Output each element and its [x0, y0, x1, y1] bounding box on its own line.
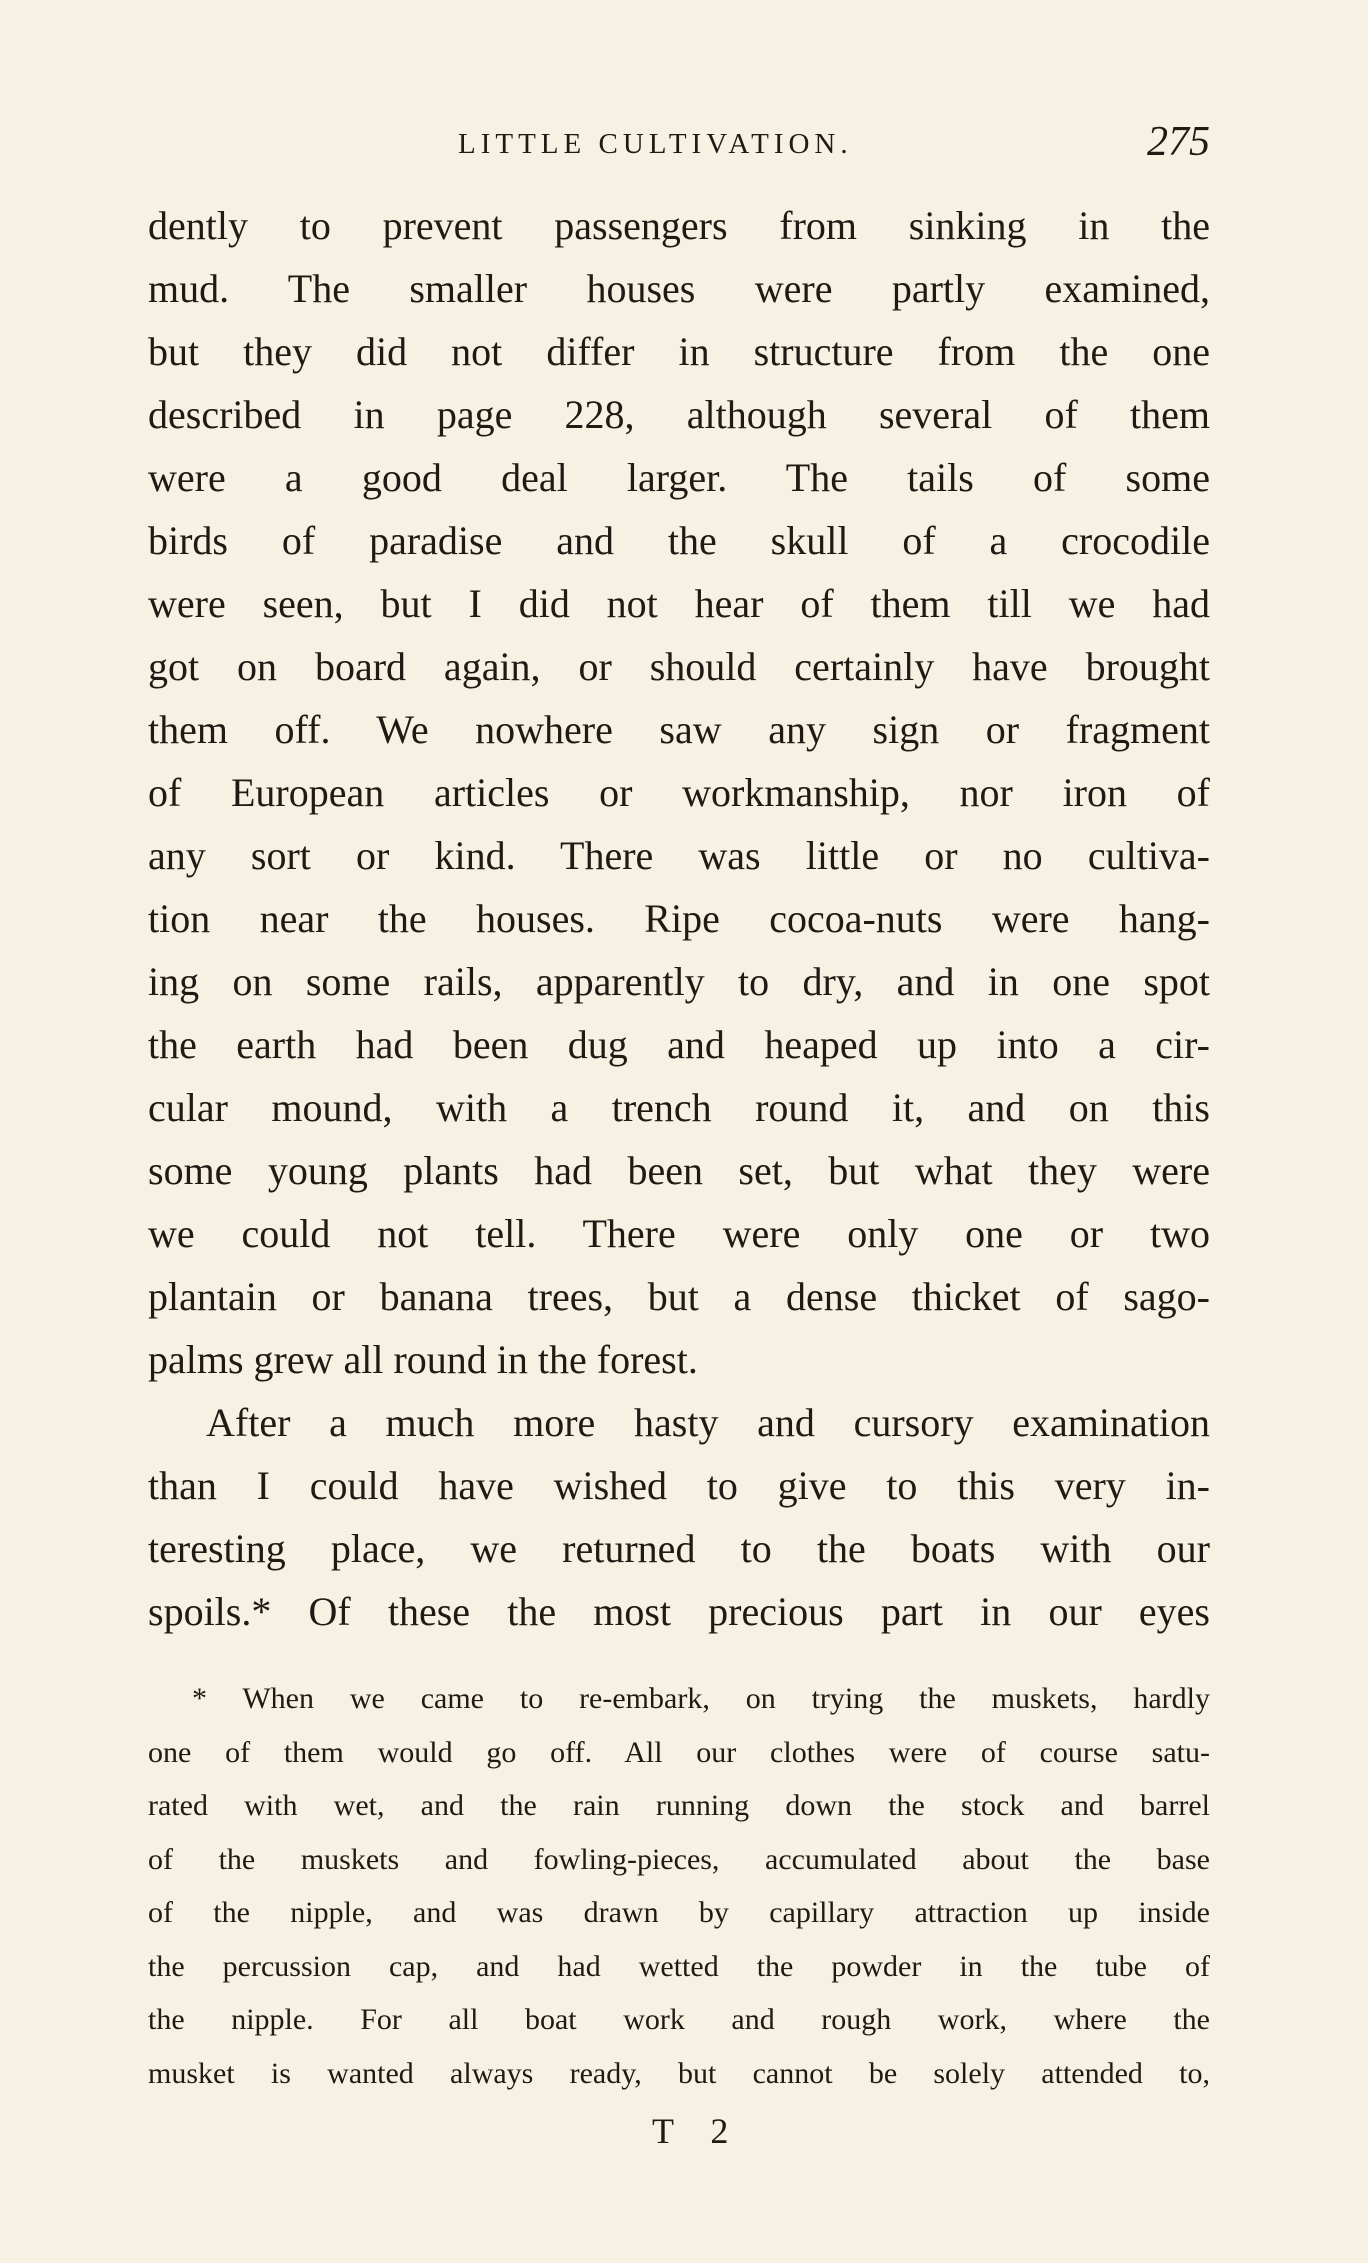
footnote — [148, 1672, 1210, 2100]
footnote-line: the nipple. For all boat work and rough work, where the — [148, 2003, 1210, 2036]
running-title: LITTLE CULTIVATION. — [458, 128, 853, 160]
text-line: ing on some rails, apparently to dry, and in one spot — [148, 959, 1210, 1004]
text-line: described in page 228, although several of them — [148, 392, 1210, 437]
footnote-line: * When we came to re-embark, on trying the muskets, hardly — [192, 1682, 1210, 1715]
text-line: dently to prevent passengers from sinking in the — [148, 203, 1210, 248]
signature-mark: T 2 — [652, 2111, 743, 2151]
paragraph-end-line: palms grew all round in the forest. — [148, 1337, 698, 1382]
text-line: mud. The smaller houses were partly examined, — [148, 266, 1210, 311]
text-line: birds of paradise and the skull of a crocodile — [148, 518, 1210, 563]
text-line: cular mound, with a trench round it, and on this — [148, 1085, 1210, 1130]
page-number: 275 — [1147, 119, 1210, 165]
text-line: any sort or kind. There was little or no cultiva- — [148, 833, 1210, 878]
text-line: plantain or banana trees, but a dense thicket of sago- — [148, 1274, 1210, 1319]
footnote-line: of the muskets and fowling-pieces, accumulated about the base — [148, 1842, 1210, 1876]
footnote-line: of the nipple, and was drawn by capillary attraction up inside — [148, 1896, 1210, 1929]
text-line: some young plants had been set, but what they were — [148, 1148, 1210, 1193]
footnote-line: one of them would go off. All our clothes were of course satu- — [148, 1735, 1210, 1769]
text-line: tion near the houses. Ripe cocoa-nuts were hang- — [148, 896, 1210, 941]
text-line: teresting place, we returned to the boats with our — [148, 1526, 1210, 1571]
text-line: them off. We nowhere saw any sign or fragment — [148, 707, 1210, 752]
body-text — [148, 194, 1210, 1643]
text-line: were a good deal larger. The tails of some — [148, 455, 1210, 500]
footnote-line: the percussion cap, and had wetted the powder in the tube of — [148, 1949, 1210, 1983]
footnote-line: rated with wet, and the rain running down the stock and barrel — [148, 1789, 1210, 1822]
text-line: but they did not differ in structure from the one — [148, 329, 1210, 374]
text-line: the earth had been dug and heaped up into a cir- — [148, 1022, 1210, 1067]
text-line: spoils.* Of these the most precious part in our eyes — [148, 1589, 1210, 1634]
footnote-line: musket is wanted always ready, but cannot be solely attended to, — [148, 2056, 1210, 2090]
paragraph-start-line: After a much more hasty and cursory examination — [206, 1400, 1210, 1445]
running-head — [148, 118, 1210, 178]
text-line: of European articles or workmanship, nor iron of — [148, 770, 1210, 815]
text-line: we could not tell. There were only one or two — [148, 1211, 1210, 1256]
text-line: than I could have wished to give to this very in- — [148, 1463, 1210, 1508]
text-line: were seen, but I did not hear of them till we had — [148, 581, 1210, 626]
text-line: got on board again, or should certainly have brought — [148, 644, 1210, 689]
